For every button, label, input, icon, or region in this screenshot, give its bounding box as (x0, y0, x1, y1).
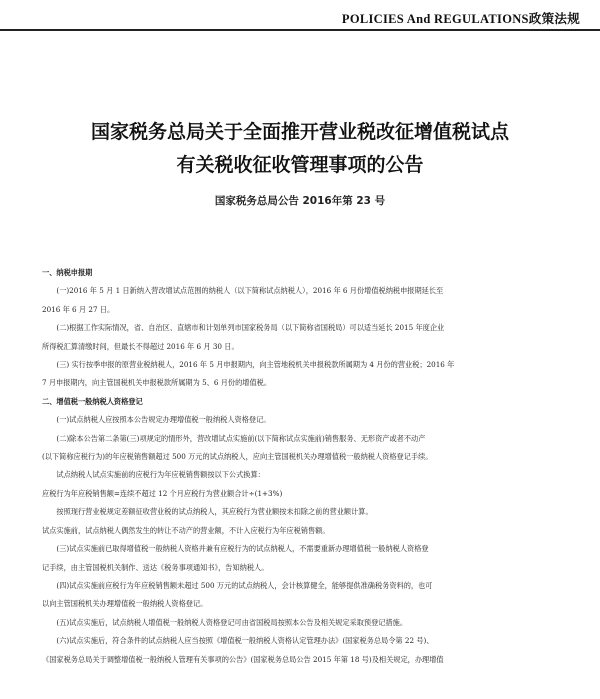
document-number: 国家税务总局公告 2016年第 23 号 (214, 195, 386, 207)
body-line: 试点实施前，试点纳税人偶然发生的转让不动产的营业额，不计入应税行为年应税销售额。 (42, 525, 330, 535)
section-label: POLICIES And REGULATIONS政策法规 (341, 12, 580, 26)
body-line: 以向主管国税机关办理增值税一般纳税人资格登记。 (42, 599, 208, 609)
body-line: (五)试点实施后，试点纳税人增值税一般纳税人资格登记可由省国税局按照本公告及相关规定采取预登记措施。 (56, 617, 408, 627)
formula-line: 应税行为年应税销售额=连续不超过 12 个月应税行为营业额合计÷(1+3%) (42, 488, 283, 498)
body-line: 记手续，由主管国税机关制作、送达《税务事项通知书》，告知纳税人。 (42, 562, 269, 572)
body-line: (一)试点纳税人应按照本公告规定办理增值税一般纳税人资格登记。 (56, 415, 271, 425)
body-line: 试点纳税人试点实施前的应税行为年应税销售额按以下公式换算： (56, 470, 265, 480)
body-line: (六)试点实施后，符合条件的试点纳税人应当按照《增值税一般纳税人资格认定管理办法》(国家税务总局令第 22 号)、 (56, 636, 434, 646)
page-header (0, 0, 600, 30)
body-line: (三)试点实施前已取得增值税一般纳税人资格并兼有应税行为的试点纳税人，不需要重新办理增值税一般纳税人资格登 (56, 544, 429, 554)
body-line: 《国家税务总局关于调整增值税一般纳税人管理有关事项的公告》(国家税务总局公告 2015 年第 18 号)及相关规定，办理增值 (42, 654, 444, 664)
body-line: 7 月申报期内，向主管国税机关申报税款所属期为 5、6 月份的增值税。 (42, 378, 272, 388)
section-heading: 二、增值税一般纳税人资格登记 (42, 396, 143, 406)
document-title-line-2: 有关税收征收管理事项的公告 (176, 154, 424, 176)
document-title-line-1: 国家税务总局关于全面推开营业税改征增值税试点 (90, 121, 509, 143)
body-line: 所得税汇算清缴时间，但最长不得超过 2016 年 6 月 30 日。 (42, 341, 239, 351)
body-line: (一)2016 年 5 月 1 日新纳入营改增试点范围的纳税人（以下简称试点纳税人），2016 年 6 月份增值税纳税申报期延长至 (56, 286, 444, 296)
body-line: (二)除本公告第二条第(三)项规定的情形外，营改增试点实施前(以下简称试点实施前)销售服务、无形资产或者不动产 (56, 433, 426, 443)
body-line: (三) 实行按季申报的原营业税纳税人，2016 年 5 月申报期内，向主管地税机关申报税款所属期为 4 月份的营业税；2016 年 (56, 360, 455, 370)
section-heading: 一、纳税申报期 (42, 268, 93, 277)
body-line: (以下简称应税行为)的年应税销售额超过 500 万元的试点纳税人，应向主管国税机关办理增值税一般纳税人资格登记手续。 (42, 452, 433, 462)
document-body (42, 264, 562, 669)
body-line: (四)试点实施前应税行为年应税销售额未超过 500 万元的试点纳税人，会计核算健全，能够提供准确税务资料的，也可 (56, 580, 433, 590)
body-line: 2016 年 6 月 27 日。 (42, 304, 115, 314)
header-rule (0, 29, 600, 31)
body-line: (二)根据工作实际情况，省、自治区、直辖市和计划单列市国家税务局（以下简称省国税局）可以适当延长 2015 年度企业 (56, 323, 445, 333)
body-line: 按照现行营业税规定差额征收营业税的试点纳税人，其应税行为营业额按未扣除之前的营业额计算。 (56, 507, 373, 517)
